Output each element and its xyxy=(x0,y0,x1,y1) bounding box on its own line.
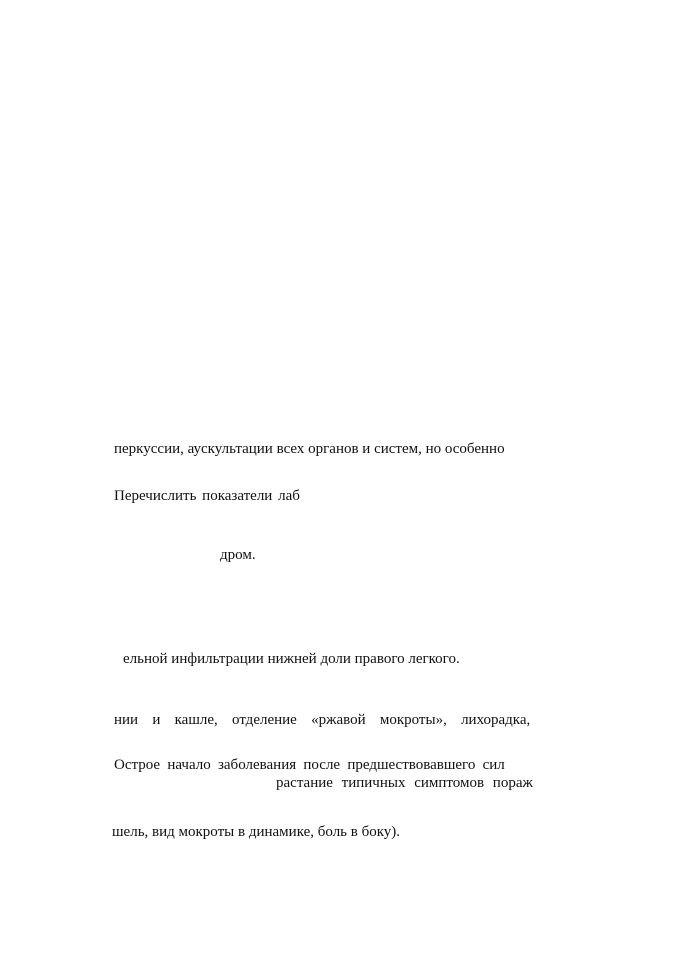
text-line: дром. xyxy=(220,547,256,563)
text-line: перкуссии, аускультации всех органов и систем, но особенно xyxy=(114,441,505,457)
text-line: шель, вид мокроты в динамике, боль в боку). xyxy=(112,824,401,840)
text-line: нии и кашле, отделение «ржавой мокроты», лихорадка, xyxy=(114,712,531,728)
text-line: ельной инфильтрации нижней доли правого легкого. xyxy=(123,651,460,667)
text-line: Перечислить показатели лаб xyxy=(114,488,300,504)
text-line: Острое начало заболевания после предшествовавшего сил xyxy=(114,757,505,773)
text-line: растание типичных симптомов пораж xyxy=(276,775,533,791)
